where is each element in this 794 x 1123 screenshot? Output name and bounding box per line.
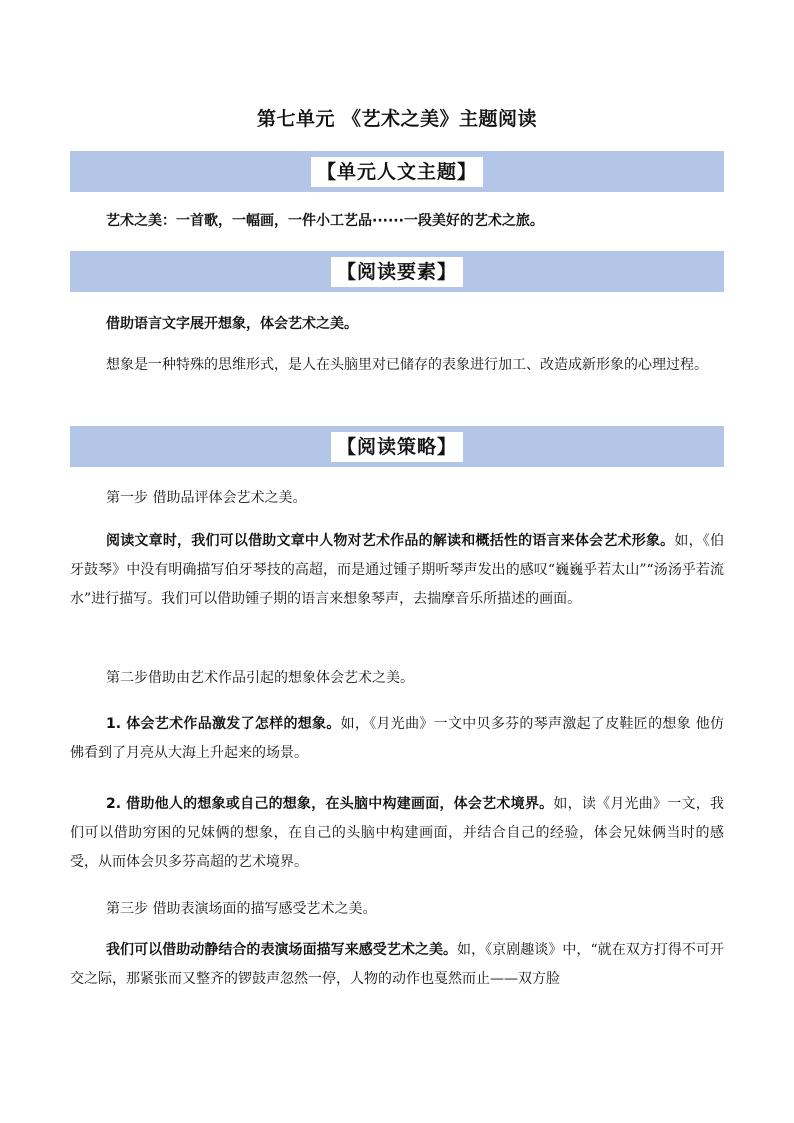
- step1-paragraph: [70, 527, 724, 614]
- item2-bold: 2. 借助他人的想象或自己的想象，在头脑中构建画面，体会艺术境界。: [106, 796, 554, 812]
- step3-paragraph: [70, 936, 724, 994]
- page-title: 第七单元 《艺术之美》主题阅读: [256, 108, 538, 130]
- step2-heading: 第二步借助由艺术作品引起的想象体会艺术之美。: [106, 670, 414, 686]
- step3-bold: 我们可以借助动静结合的表演场面描写来感受艺术之美。: [106, 942, 458, 958]
- banner-label: 【阅读要素】: [331, 257, 463, 287]
- theme-text: 艺术之美：一首歌，一幅画，一件小工艺品······一段美好的艺术之旅。: [106, 213, 544, 229]
- banner-label: 【单元人文主题】: [311, 157, 483, 187]
- step1-bold: 阅读文章时，我们可以借助文章中人物对艺术作品的解读和概括性的语言来体会艺术形象。: [106, 533, 675, 549]
- section-banner-elements: [70, 251, 724, 292]
- item1-paragraph: [70, 710, 724, 768]
- item2-body: 如，读《月光曲》一文，我们可以借助穷困的兄妹俩的想象，在自己的头脑中构建画面，并结合自己的经验，体会兄妹俩当时的感受，从而体会贝多芬高超的艺术境界。: [70, 796, 724, 870]
- section-banner-theme: [70, 151, 724, 192]
- banner-label: 【阅读策略】: [331, 432, 463, 462]
- step1-body: 如，《伯牙鼓琴》中没有明确描写伯牙琴技的高超，而是通过锺子期听琴声发出的感叹“巍巍乎若太山”“汤汤乎若流水”进行描写。我们可以借助锺子期的语言来想象琴声，去揣摩音乐所描述的画面。: [70, 533, 725, 607]
- elements-body: 想象是一种特殊的思维形式，是人在头脑里对已储存的表象进行加工、改造成新形象的心理过程。: [106, 357, 708, 373]
- step3-heading: 第三步 借助表演场面的描写感受艺术之美。: [106, 901, 377, 917]
- item1-body: 如，《月光曲》一文中贝多芬的琴声激起了皮鞋匠的想象 他仿佛看到了月亮从大海上升起来的场景。: [70, 716, 724, 761]
- item2-paragraph: [70, 790, 724, 877]
- step3-body: 如，《京剧趣谈》中，“就在双方打得不可开交之际，那紧张而又整齐的锣鼓声忽然一停，人物的动作也戛然而止——双方脸: [70, 942, 724, 987]
- elements-heading: 借助语言文字展开想象，体会艺术之美。: [106, 316, 358, 332]
- step1-heading: 第一步 借助品评体会艺术之美。: [106, 490, 307, 506]
- item1-bold: 1. 体会艺术作品激发了怎样的想象。: [106, 716, 341, 732]
- section-banner-strategy: [70, 426, 724, 467]
